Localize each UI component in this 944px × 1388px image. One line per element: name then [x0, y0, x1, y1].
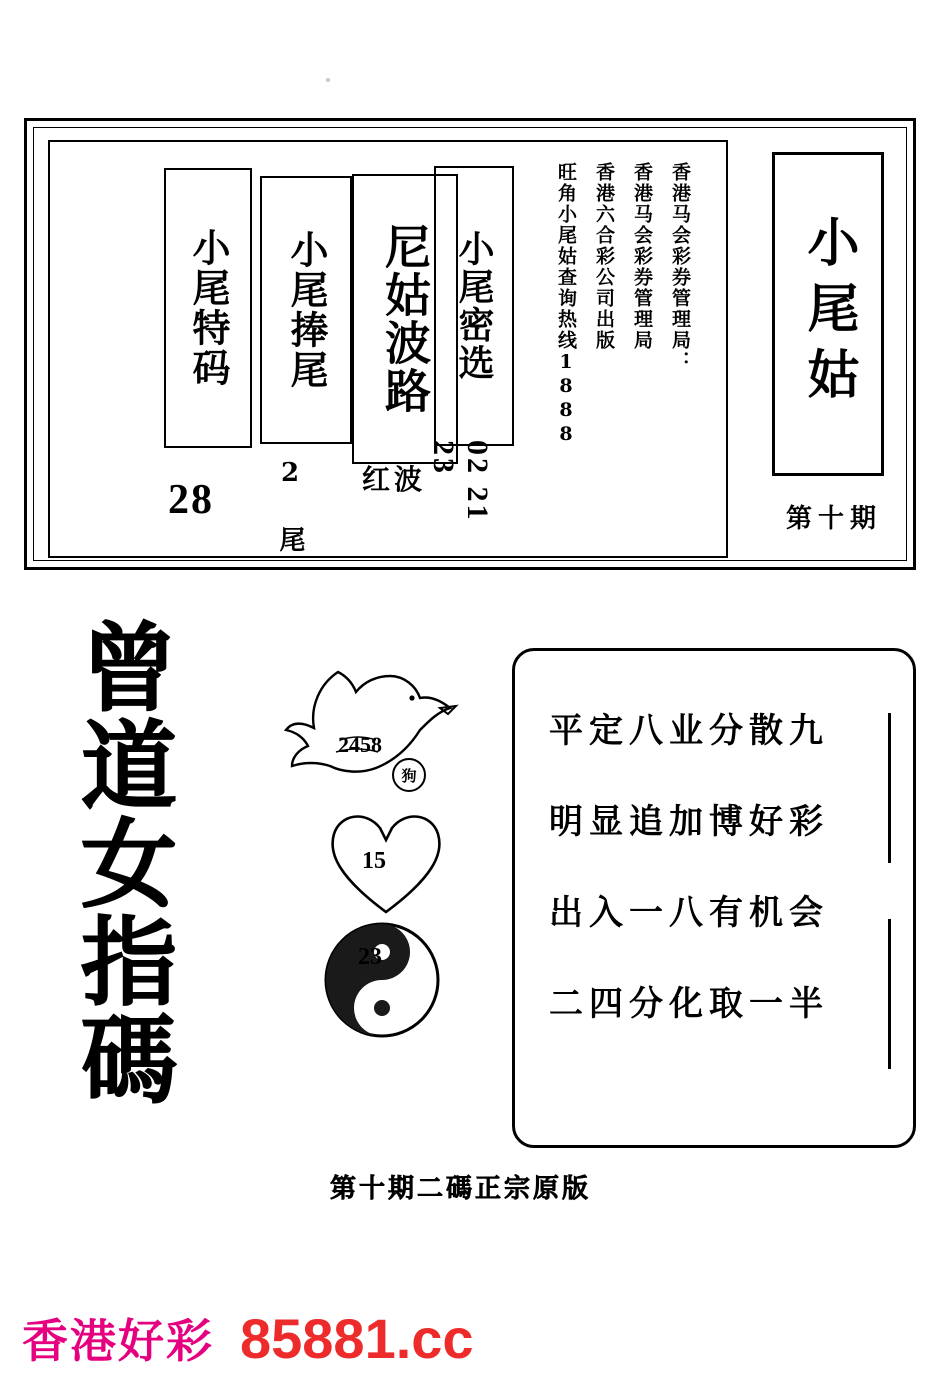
- column-title-tema: 小尾特码: [186, 228, 231, 388]
- column-title-box-bolu: [352, 174, 458, 464]
- column-title-bangwei: 小尾捧尾: [284, 230, 329, 390]
- symbol-column: [280, 650, 470, 1070]
- brand-title: [54, 612, 204, 1117]
- note-line-3: 香港六合彩公司出版: [593, 162, 615, 351]
- issue-label: 第十期: [785, 504, 882, 534]
- verse-line: 明显追加博好彩: [549, 802, 829, 842]
- note-line-4: 旺角小尾姑查询热线1888: [555, 162, 577, 447]
- brand-char-2: 道: [81, 709, 177, 823]
- column-result-bangwei: 2 尾: [275, 458, 305, 556]
- bottom-caption: 第十期二碼正宗原版: [330, 1174, 592, 1204]
- poster-header-title: 小尾姑: [798, 215, 859, 413]
- column-result-mixuan: 02 21 23: [427, 440, 494, 523]
- note-line-1: 香港马会彩券管理局：: [669, 162, 691, 372]
- zodiac-tag: 狗: [392, 758, 426, 792]
- footer-url[interactable]: 85881.cc: [240, 1306, 474, 1370]
- brand-char-4: 指: [81, 905, 177, 1019]
- column-result-bolu: 红波: [362, 463, 427, 496]
- verse-line: 二四分化取一半: [549, 984, 829, 1024]
- column-title-mixuan: 小尾密选: [453, 230, 495, 382]
- brand-char-3: 女: [81, 807, 177, 921]
- heart-icon: [322, 800, 450, 924]
- footer-band: [0, 1288, 944, 1388]
- brand-char-5: 碼: [81, 1003, 177, 1117]
- poster-frame: [24, 118, 916, 570]
- heart-number: 15: [362, 848, 386, 874]
- yinyang-icon: [320, 918, 444, 1046]
- speck-decor: [326, 78, 330, 82]
- verse-marker-top: [888, 713, 891, 863]
- poster-header-box: [772, 152, 884, 476]
- column-title-bolu: 尼姑波路: [378, 223, 432, 415]
- verse-box: [512, 648, 916, 1148]
- note-line-2: 香港马会彩券管理局: [631, 162, 653, 351]
- verse-marker-bottom: [888, 919, 891, 1069]
- verse-line-list: [549, 703, 873, 1025]
- column-title-box-tema: [164, 168, 252, 448]
- poster-inner-frame: [33, 127, 907, 561]
- dove-number: 2458: [338, 732, 382, 757]
- column-result-tema: 28: [168, 477, 214, 523]
- verse-line: 平定八业分散九: [549, 711, 829, 751]
- brand-char-1: 曾: [81, 612, 177, 725]
- dove-icon: [280, 650, 470, 804]
- column-title-box-bangwei: [260, 176, 352, 444]
- verse-line: 出入一八有机会: [549, 893, 829, 933]
- footer-site-name: 香港好彩: [22, 1314, 214, 1368]
- yinyang-number: 23: [358, 944, 382, 970]
